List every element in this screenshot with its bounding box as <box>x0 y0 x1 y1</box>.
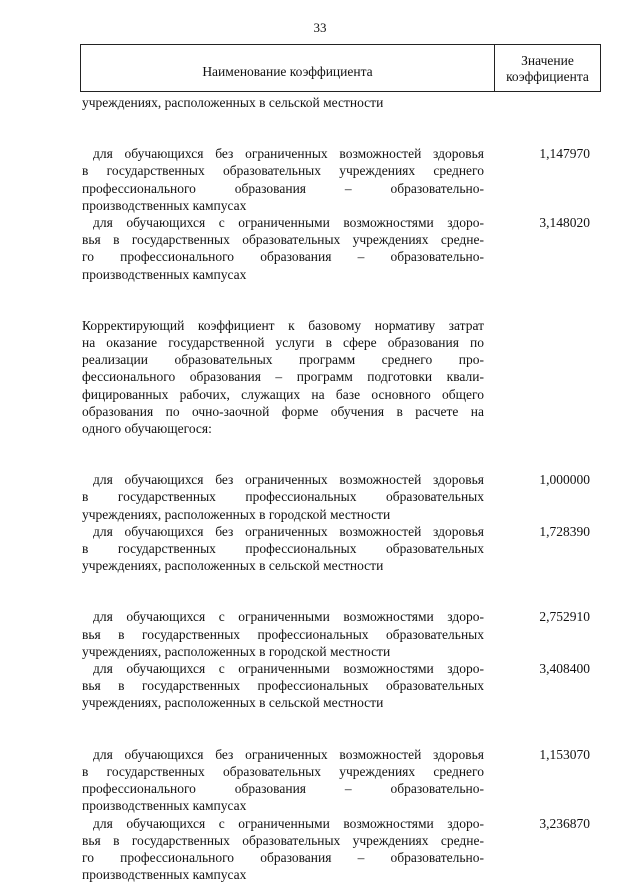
row-text-line: фицированных рабочих, служащих на базе основного общего <box>82 386 484 402</box>
row-description <box>82 746 484 815</box>
header-name-cell: Наименование коэффициента <box>81 45 495 91</box>
row-value: 1,153070 <box>539 746 590 762</box>
row-text-line: реализации образовательных программ среднего про- <box>82 352 484 368</box>
row-spacer <box>82 712 602 746</box>
row-text-line: для обучающихся без ограниченных возможностей здоровья <box>93 746 484 762</box>
row-text-line: производственных кампусах <box>82 867 247 883</box>
row-text-line: на оказание государственной услуги в сфере образования по <box>82 335 484 351</box>
table-row <box>82 145 602 214</box>
row-text-line: учреждениях, расположенных в городской местности <box>82 643 391 659</box>
row-text-line: фессионального образования – программ подготовки квали- <box>82 369 484 385</box>
row-text-line: вья в государственных профессиональных образовательных <box>82 626 484 642</box>
row-value: 1,728390 <box>539 523 590 539</box>
row-description <box>82 523 484 575</box>
table-row <box>82 214 602 283</box>
table-header <box>80 44 601 92</box>
row-text-line: в государственных профессиональных образовательных <box>82 541 484 557</box>
row-text-line: в государственных образовательных учреждениях среднего <box>82 763 484 779</box>
row-text-line: вья в государственных профессиональных образовательных <box>82 678 484 694</box>
row-text-line: Корректирующий коэффициент к базовому нормативу затрат <box>82 317 484 333</box>
row-text-line: для обучающихся с ограниченными возможностями здоро- <box>93 815 484 831</box>
row-description <box>82 660 484 712</box>
row-text-line: в государственных профессиональных образовательных <box>82 489 484 505</box>
row-text-line: вья в государственных образовательных учреждениях средне- <box>82 832 484 848</box>
row-description <box>82 815 484 883</box>
table-row <box>82 317 602 437</box>
row-text-line: го профессионального образования – образовательно- <box>82 249 484 265</box>
header-value-line2: коэффициента <box>506 69 589 84</box>
table-row <box>82 660 602 712</box>
row-description <box>82 608 484 660</box>
row-text-line: учреждениях, расположенных в сельской местности <box>82 558 384 574</box>
row-text-line: одного обучающегося: <box>82 421 212 437</box>
row-value: 1,147970 <box>539 146 590 162</box>
table-row <box>82 608 602 660</box>
row-text-line: го профессионального образования – образовательно- <box>82 849 484 865</box>
row-spacer <box>82 283 602 317</box>
row-value: 3,148020 <box>539 215 590 231</box>
row-description <box>82 214 484 283</box>
row-spacer <box>82 574 602 608</box>
row-text-line: для обучающихся без ограниченных возможностей здоровья <box>93 472 484 488</box>
row-text-line: производственных кампусах <box>82 798 247 814</box>
row-description <box>82 317 484 437</box>
table-row <box>82 94 602 111</box>
row-spacer <box>82 111 602 145</box>
table-row <box>82 815 602 883</box>
row-text-line: в государственных образовательных учреждениях среднего <box>82 163 484 179</box>
row-text-line: для обучающихся без ограниченных возможностей здоровья <box>93 146 484 162</box>
row-text-line: учреждениях, расположенных в сельской местности <box>82 95 384 110</box>
row-description <box>82 145 484 214</box>
row-text-line: производственных кампусах <box>82 197 247 213</box>
row-spacer <box>82 437 602 471</box>
row-text-line: вья в государственных образовательных учреждениях средне- <box>82 232 484 248</box>
row-description <box>82 471 484 523</box>
row-text-line: профессионального образования – образовательно- <box>82 180 484 196</box>
row-text-line: образования по очно-заочной форме обучения в расчете на <box>82 403 484 419</box>
table-row <box>82 523 602 575</box>
row-text-line: учреждениях, расположенных в городской местности <box>82 506 391 522</box>
row-text-line: для обучающихся без ограниченных возможностей здоровья <box>93 523 484 539</box>
header-value-cell <box>495 45 600 91</box>
row-text-line: для обучающихся с ограниченными возможностями здоро- <box>93 609 484 625</box>
table-row <box>82 471 602 523</box>
row-description <box>82 94 484 111</box>
row-value: 2,752910 <box>539 609 590 625</box>
table-body <box>82 94 602 883</box>
table-row <box>82 746 602 815</box>
row-text-line: профессионального образования – образовательно- <box>82 781 484 797</box>
row-value: 3,236870 <box>539 815 590 831</box>
row-value: 3,408400 <box>539 661 590 677</box>
row-text-line: для обучающихся с ограниченными возможностями здоро- <box>93 215 484 231</box>
row-value: 1,000000 <box>539 472 590 488</box>
page-number: 33 <box>313 20 327 35</box>
row-text-line: учреждениях, расположенных в сельской местности <box>82 695 384 711</box>
row-text-line: для обучающихся с ограниченными возможностями здоро- <box>93 661 484 677</box>
row-text-line: производственных кампусах <box>82 266 247 282</box>
header-value-line1: Значение <box>521 53 574 68</box>
